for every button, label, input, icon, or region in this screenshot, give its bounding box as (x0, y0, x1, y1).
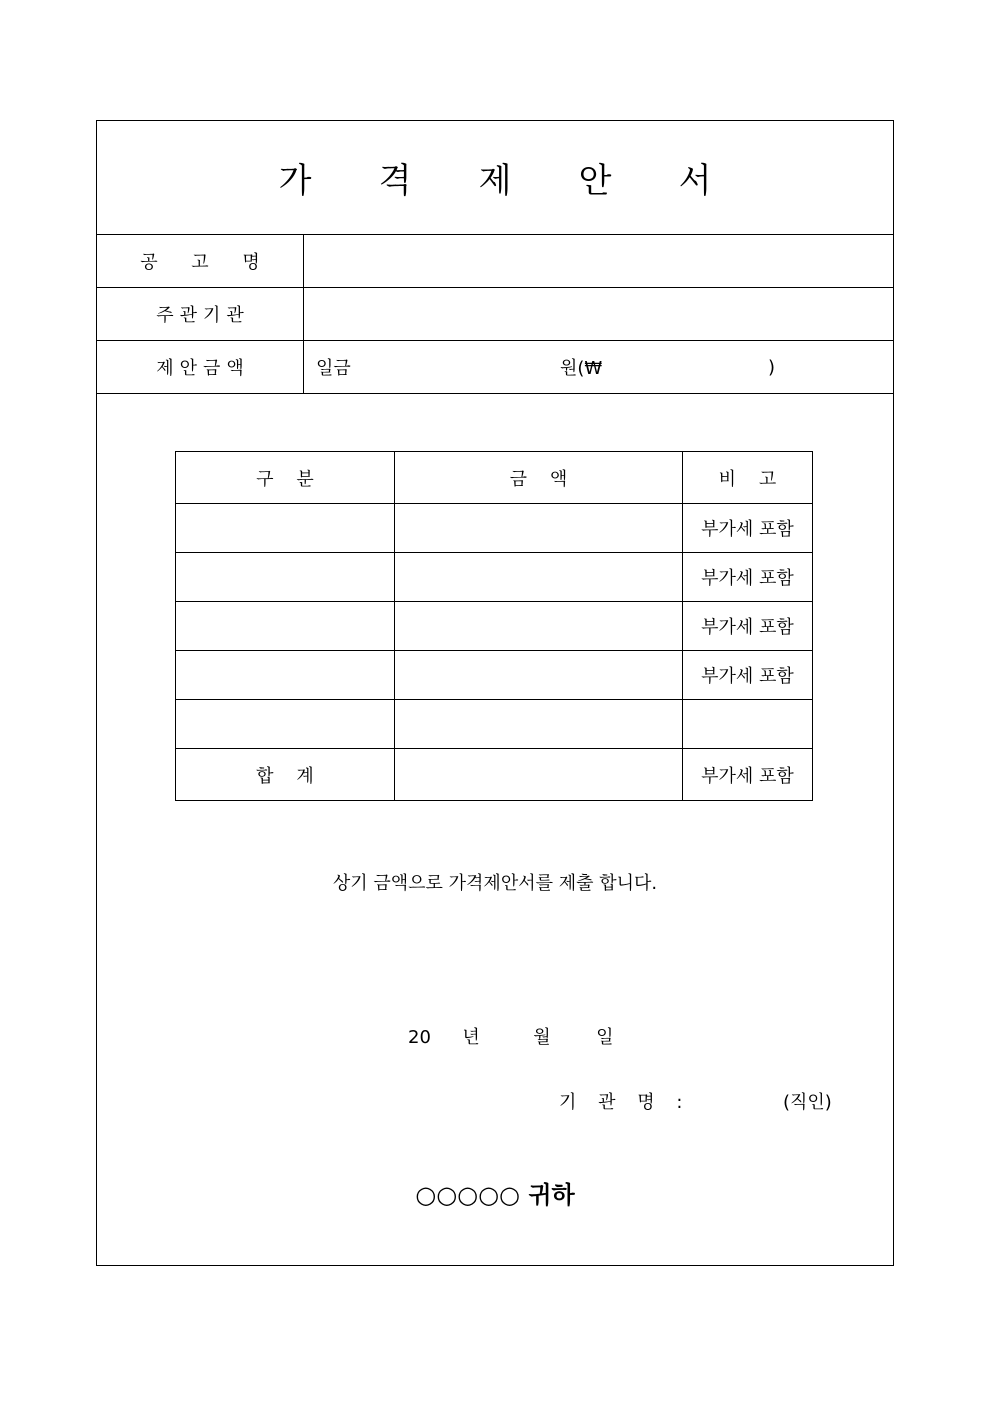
amount-close: ) (768, 356, 776, 378)
row-amount[interactable] (395, 602, 683, 651)
day-label: 일 (596, 1027, 614, 1048)
org-name-label: 기 관 명 : (559, 1092, 691, 1113)
price-table (175, 451, 813, 801)
row-note: 부가세 포함 (683, 504, 813, 553)
title-char-2: 격 (378, 161, 412, 201)
amount-value[interactable] (304, 341, 893, 393)
month-label: 월 (533, 1027, 551, 1048)
row-category[interactable] (176, 700, 395, 749)
form-title (97, 121, 893, 235)
title-char-4: 안 (578, 161, 612, 201)
notice-value[interactable] (304, 235, 893, 287)
table-row (176, 700, 813, 749)
addressee: ○○○○○ 귀하 (415, 1181, 575, 1209)
row-category[interactable] (176, 553, 395, 602)
table-row (176, 602, 813, 651)
submission-statement: 상기 금액으로 가격제안서를 제출 합니다. (332, 873, 658, 894)
title-char-5: 서 (678, 161, 712, 201)
row-category[interactable] (176, 651, 395, 700)
title-char-1: 가 (278, 161, 312, 201)
row-note: 부가세 포함 (683, 602, 813, 651)
agency-value[interactable] (304, 288, 893, 340)
row-amount[interactable] (395, 553, 683, 602)
agency-row (97, 288, 893, 341)
total-amount[interactable] (395, 749, 683, 801)
row-note: 부가세 포함 (683, 651, 813, 700)
row-amount[interactable] (395, 504, 683, 553)
row-note (683, 700, 813, 749)
price-proposal-form (96, 120, 894, 1266)
date-line (408, 1023, 613, 1049)
row-amount[interactable] (395, 651, 683, 700)
row-category[interactable] (176, 504, 395, 553)
row-category[interactable] (176, 602, 395, 651)
header-amount: 금 액 (395, 452, 683, 504)
seal-label: (직인) (783, 1092, 832, 1113)
agency-label: 주관기관 (97, 288, 304, 340)
year-prefix: 20 (408, 1027, 431, 1048)
header-note: 비 고 (683, 452, 813, 504)
table-header-row (176, 452, 813, 504)
table-row (176, 651, 813, 700)
total-label: 합 계 (176, 749, 395, 801)
table-row (176, 504, 813, 553)
amount-label: 제안금액 (97, 341, 304, 393)
total-note: 부가세 포함 (683, 749, 813, 801)
table-row (176, 553, 813, 602)
year-label: 년 (462, 1027, 480, 1048)
header-category: 구 분 (176, 452, 395, 504)
title-char-3: 제 (478, 161, 512, 201)
row-amount[interactable] (395, 700, 683, 749)
notice-label: 공 고 명 (97, 235, 304, 287)
row-note: 부가세 포함 (683, 553, 813, 602)
table-total-row (176, 749, 813, 801)
amount-row (97, 341, 893, 394)
amount-won: 원(₩ (560, 358, 603, 379)
notice-row (97, 235, 893, 288)
amount-prefix: 일금 (316, 358, 351, 379)
